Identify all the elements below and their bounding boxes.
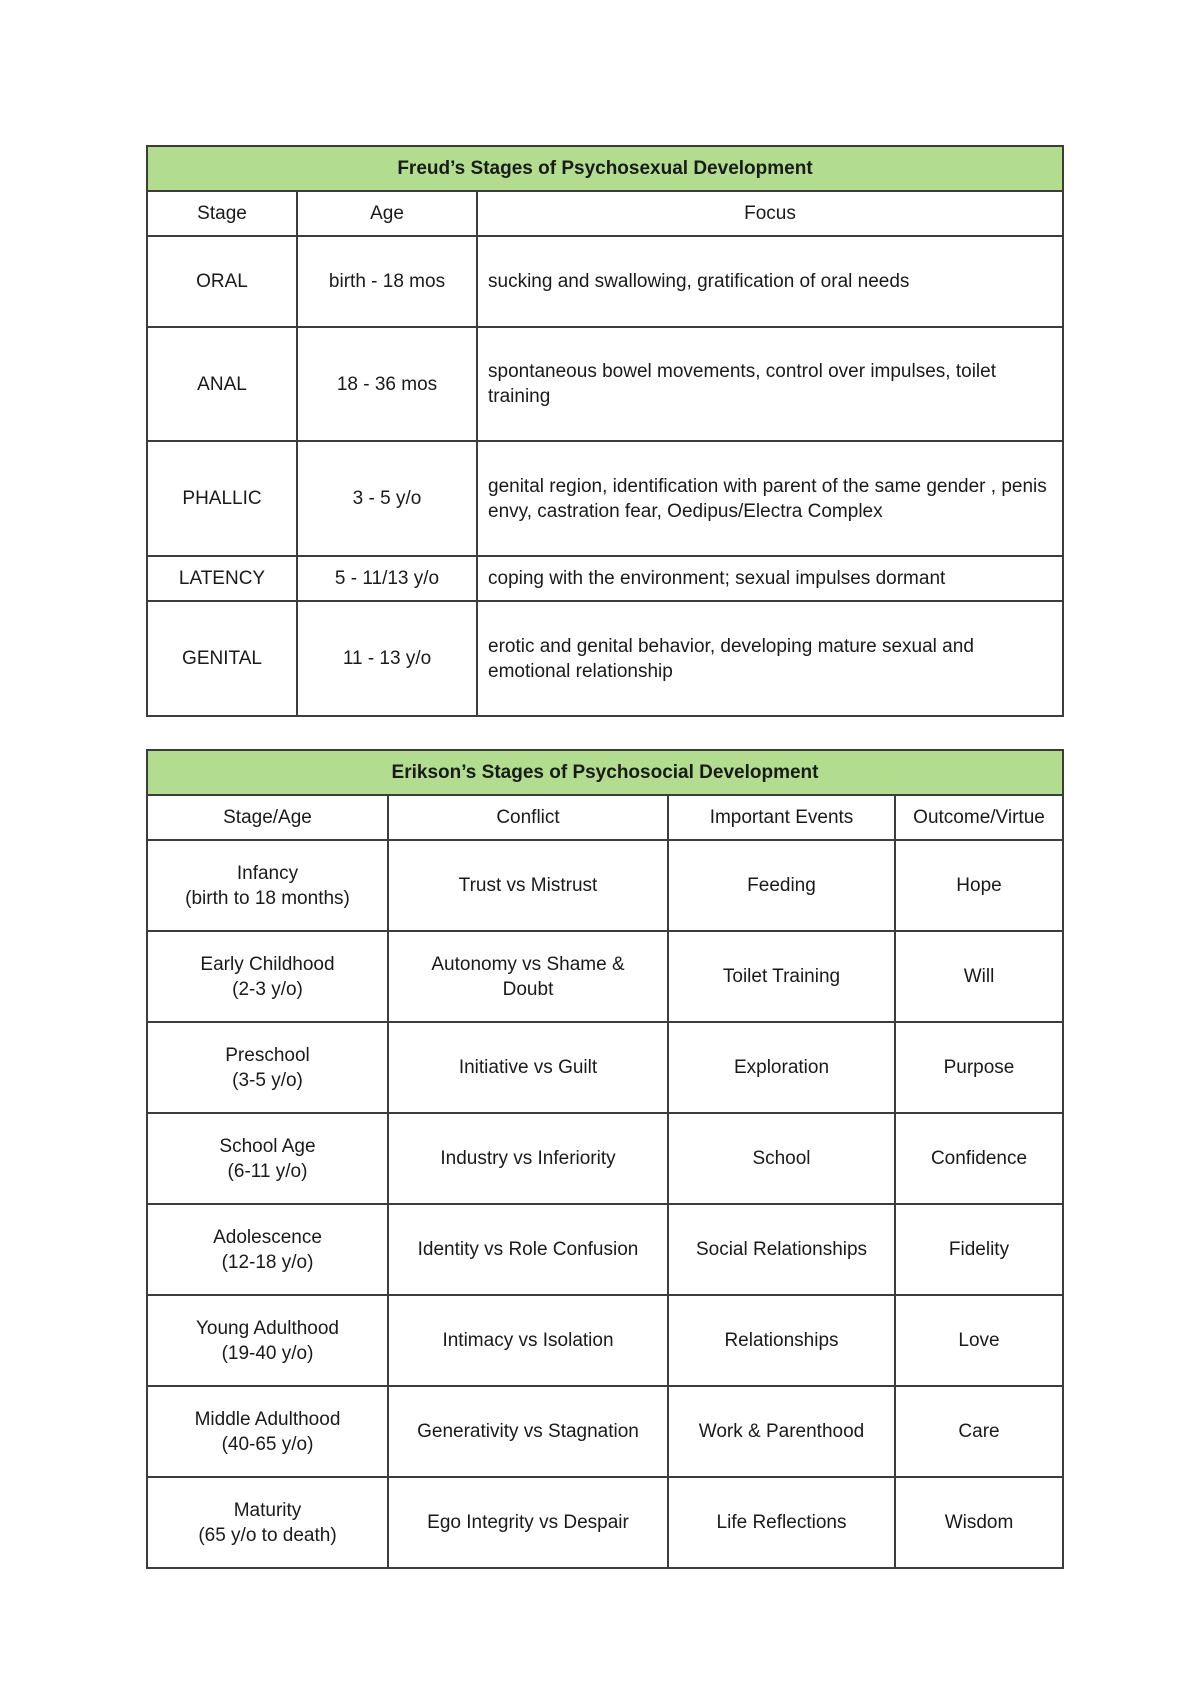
erikson-conflict-cell: Trust vs Mistrust	[388, 840, 668, 931]
erikson-event-cell: Exploration	[668, 1022, 895, 1113]
erikson-stage-name: Early Childhood	[200, 953, 335, 975]
erikson-stage-age: (65 y/o to death)	[198, 1524, 337, 1546]
erikson-stage-name: Preschool	[225, 1044, 310, 1066]
freud-focus-cell: coping with the environment; sexual impulses dormant	[477, 556, 1063, 601]
erikson-stage-cell	[147, 1295, 388, 1386]
erikson-stage-name: Adolescence	[213, 1226, 322, 1248]
erikson-stage-cell	[147, 931, 388, 1022]
freud-stage-cell: PHALLIC	[147, 441, 297, 556]
freud-header-row	[147, 191, 1063, 236]
erikson-stage-cell	[147, 1022, 388, 1113]
freud-row-oral	[147, 236, 1063, 327]
freud-age-cell: 18 - 36 mos	[297, 327, 477, 441]
erikson-stage-name: Maturity	[233, 1499, 302, 1521]
freud-age-cell: 5 - 11/13 y/o	[297, 556, 477, 601]
erikson-header-virtue: Outcome/Virtue	[895, 795, 1063, 840]
erikson-stages-table	[146, 749, 1064, 1569]
erikson-conflict-cell: Autonomy vs Shame & Doubt	[388, 931, 668, 1022]
erikson-header-conflict: Conflict	[388, 795, 668, 840]
erikson-stage-name: Young Adulthood	[195, 1317, 339, 1339]
erikson-stage-age: (2-3 y/o)	[232, 978, 303, 1000]
erikson-stage-name: Middle Adulthood	[194, 1408, 341, 1430]
erikson-stage-name: School Age	[219, 1135, 316, 1157]
erikson-event-cell: Work & Parenthood	[668, 1386, 895, 1477]
freud-stage-cell: GENITAL	[147, 601, 297, 716]
freud-age-cell: 11 - 13 y/o	[297, 601, 477, 716]
freud-row-latency	[147, 556, 1063, 601]
freud-row-genital	[147, 601, 1063, 716]
erikson-header-events: Important Events	[668, 795, 895, 840]
freud-table-title: Freud’s Stages of Psychosexual Development	[147, 146, 1063, 191]
erikson-virtue-cell: Care	[895, 1386, 1063, 1477]
erikson-event-cell: School	[668, 1113, 895, 1204]
erikson-stage-cell	[147, 840, 388, 931]
freud-header-age: Age	[297, 191, 477, 236]
erikson-event-cell: Toilet Training	[668, 931, 895, 1022]
erikson-stage-age: (40-65 y/o)	[221, 1433, 314, 1455]
erikson-row	[147, 931, 1063, 1022]
erikson-row	[147, 1113, 1063, 1204]
erikson-stage-name: Infancy	[236, 862, 299, 884]
erikson-stage-age: (6-11 y/o)	[227, 1160, 308, 1182]
freud-header-focus: Focus	[477, 191, 1063, 236]
freud-stage-cell: ANAL	[147, 327, 297, 441]
erikson-table-title: Erikson’s Stages of Psychosocial Development	[147, 750, 1063, 795]
freud-age-cell: 3 - 5 y/o	[297, 441, 477, 556]
freud-focus-cell: spontaneous bowel movements, control over impulses, toilet training	[477, 327, 1063, 441]
erikson-row	[147, 1204, 1063, 1295]
erikson-stage-cell	[147, 1113, 388, 1204]
erikson-stage-age: (12-18 y/o)	[221, 1251, 314, 1273]
freud-stage-cell: ORAL	[147, 236, 297, 327]
freud-focus-cell: sucking and swallowing, gratification of oral needs	[477, 236, 1063, 327]
erikson-stage-age: (3-5 y/o)	[232, 1069, 303, 1091]
erikson-virtue-cell: Will	[895, 931, 1063, 1022]
erikson-stage-cell	[147, 1386, 388, 1477]
erikson-row	[147, 1295, 1063, 1386]
erikson-event-cell: Relationships	[668, 1295, 895, 1386]
erikson-stage-age: (birth to 18 months)	[185, 887, 350, 909]
erikson-stage-age: (19-40 y/o)	[221, 1342, 314, 1364]
erikson-header-stage-age: Stage/Age	[147, 795, 388, 840]
erikson-conflict-cell: Intimacy vs Isolation	[388, 1295, 668, 1386]
freud-row-anal	[147, 327, 1063, 441]
freud-focus-cell: genital region, identification with parent of the same gender , penis envy, castration fear, Oedipus/Electra Complex	[477, 441, 1063, 556]
erikson-row	[147, 1477, 1063, 1568]
erikson-row	[147, 1022, 1063, 1113]
erikson-conflict-cell: Industry vs Inferiority	[388, 1113, 668, 1204]
freud-focus-cell: erotic and genital behavior, developing mature sexual and emotional relationship	[477, 601, 1063, 716]
erikson-virtue-cell: Confidence	[895, 1113, 1063, 1204]
erikson-stage-cell	[147, 1477, 388, 1568]
freud-row-phallic	[147, 441, 1063, 556]
erikson-virtue-cell: Fidelity	[895, 1204, 1063, 1295]
erikson-header-row	[147, 795, 1063, 840]
erikson-event-cell: Life Reflections	[668, 1477, 895, 1568]
erikson-virtue-cell: Purpose	[895, 1022, 1063, 1113]
erikson-virtue-cell: Wisdom	[895, 1477, 1063, 1568]
erikson-conflict-cell: Identity vs Role Confusion	[388, 1204, 668, 1295]
erikson-row	[147, 1386, 1063, 1477]
erikson-stage-cell	[147, 1204, 388, 1295]
erikson-event-cell: Social Relationships	[668, 1204, 895, 1295]
erikson-row	[147, 840, 1063, 931]
erikson-conflict-cell: Initiative vs Guilt	[388, 1022, 668, 1113]
erikson-virtue-cell: Love	[895, 1295, 1063, 1386]
erikson-conflict-cell: Generativity vs Stagnation	[388, 1386, 668, 1477]
erikson-virtue-cell: Hope	[895, 840, 1063, 931]
freud-header-stage: Stage	[147, 191, 297, 236]
freud-age-cell: birth - 18 mos	[297, 236, 477, 327]
erikson-event-cell: Feeding	[668, 840, 895, 931]
freud-stages-table	[146, 145, 1064, 717]
freud-stage-cell: LATENCY	[147, 556, 297, 601]
erikson-conflict-cell: Ego Integrity vs Despair	[388, 1477, 668, 1568]
